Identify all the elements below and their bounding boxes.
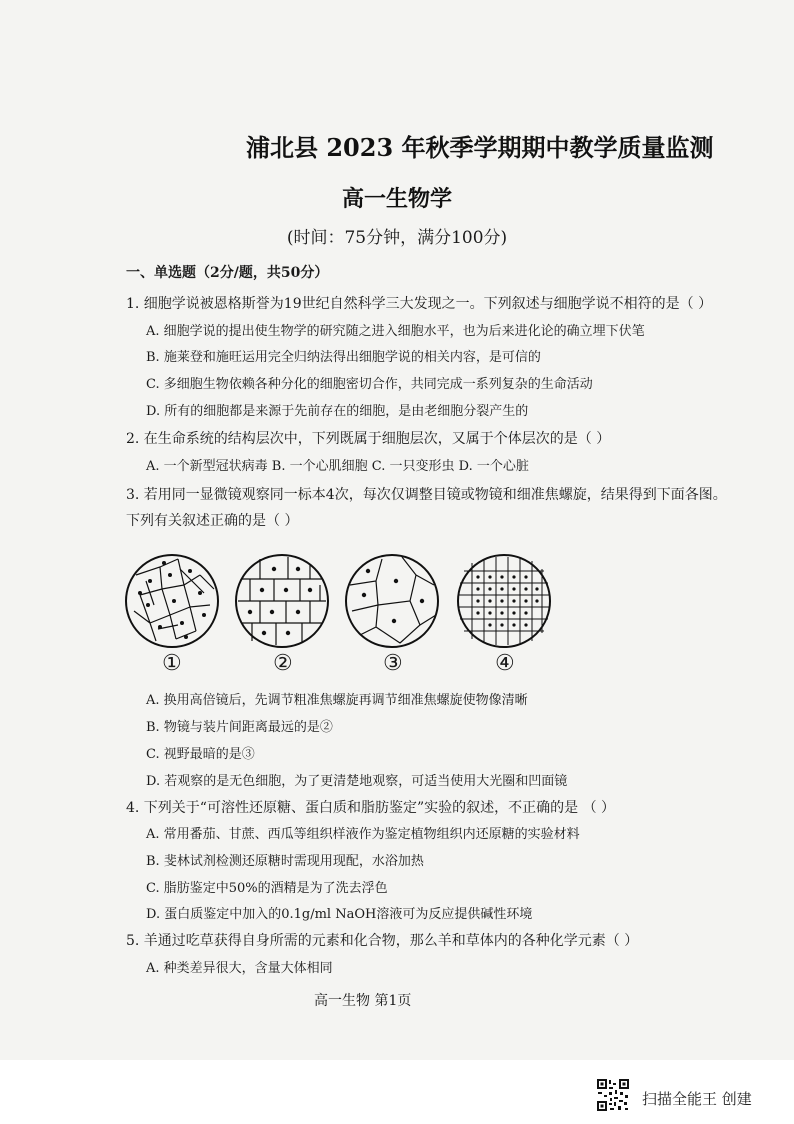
microscope-fields-figure bbox=[120, 545, 560, 680]
figure-label-3: ③ bbox=[383, 651, 403, 676]
figure-label-1: ① bbox=[162, 651, 182, 676]
question-3-option-a: A. 换用高倍镜后，先调节粗准焦螺旋再调节细准焦螺旋使物像清晰 bbox=[146, 693, 528, 708]
field-view-3 bbox=[346, 555, 438, 647]
question-4-option-d: D. 蛋白质鉴定中加入的0.1g/ml NaOH溶液可为反应提供碱性环境 bbox=[146, 907, 533, 922]
section-heading: 一、单选题（2分/题，共50分） bbox=[126, 265, 329, 281]
question-5-option-a: A. 种类差异很大，含量大体相同 bbox=[146, 961, 333, 976]
page-footer: 高一生物 第1页 bbox=[314, 993, 412, 1009]
question-4-option-a: A. 常用番茄、甘蔗、西瓜等组织样液作为鉴定植物组织内还原糖的实验材料 bbox=[146, 827, 580, 842]
question-3-stem-line1: 3. 若用同一显微镜观察同一标本4次，每次仅调整目镜或物镜和细准焦螺旋，结果得到下面各图。 bbox=[126, 487, 727, 503]
question-3-option-c: C. 视野最暗的是③ bbox=[146, 747, 255, 762]
question-3-option-d: D. 若观察的是无色细胞，为了更清楚地观察，可适当使用大光圈和凹面镜 bbox=[146, 774, 568, 789]
question-5-stem: 5. 羊通过吃草获得自身所需的元素和化合物，那么羊和草体内的各种化学元素（ ） bbox=[126, 933, 639, 949]
question-4-option-b: B. 斐林试剂检测还原糖时需现用现配，水浴加热 bbox=[146, 854, 424, 869]
question-4-option-c: C. 脂肪鉴定中50%的酒精是为了洗去浮色 bbox=[146, 881, 388, 896]
question-2-stem: 2. 在生命系统的结构层次中，下列既属于细胞层次，又属于个体层次的是（ ） bbox=[126, 431, 611, 447]
exam-title: 浦北县 2023 年秋季学期期中教学质量监测 bbox=[246, 133, 714, 162]
field-view-2 bbox=[236, 555, 328, 647]
question-3-option-b: B. 物镜与装片间距离最远的是② bbox=[146, 720, 333, 735]
subject-title: 高一生物学 bbox=[341, 186, 452, 212]
question-1-option-c: C. 多细胞生物依赖各种分化的细胞密切合作，共同完成一系列复杂的生命活动 bbox=[146, 377, 593, 392]
question-1-option-d: D. 所有的细胞都是来源于先前存在的细胞，是由老细胞分裂产生的 bbox=[146, 404, 529, 419]
question-2-options: A. 一个新型冠状病毒 B. 一个心肌细胞 C. 一只变形虫 D. 一个心脏 bbox=[146, 459, 529, 474]
question-1-stem: 1. 细胞学说被恩格斯誉为19世纪自然科学三大发现之一。下列叙述与细胞学说不相符的是（ ） bbox=[126, 296, 713, 312]
qr-code-icon bbox=[596, 1078, 630, 1112]
time-info: (时间：75分钟，满分100分) bbox=[286, 228, 508, 248]
field-view-1 bbox=[126, 555, 218, 647]
question-4-stem: 4. 下列关于“可溶性还原糖、蛋白质和脂肪鉴定”实验的叙述，不正确的是 （ ） bbox=[126, 800, 616, 816]
figure-label-4: ④ bbox=[495, 651, 515, 676]
question-3-stem-line2: 下列有关叙述正确的是（ ） bbox=[126, 513, 299, 529]
field-view-4 bbox=[458, 555, 550, 647]
question-1-option-b: B. 施莱登和施旺运用完全归纳法得出细胞学说的相关内容，是可信的 bbox=[146, 350, 541, 365]
scanner-label: 扫描全能王 创建 bbox=[642, 1090, 752, 1108]
question-1-option-a: A. 细胞学说的提出使生物学的研究随之进入细胞水平，也为后来进化论的确立埋下伏笔 bbox=[146, 324, 645, 339]
figure-label-2: ② bbox=[273, 651, 293, 676]
